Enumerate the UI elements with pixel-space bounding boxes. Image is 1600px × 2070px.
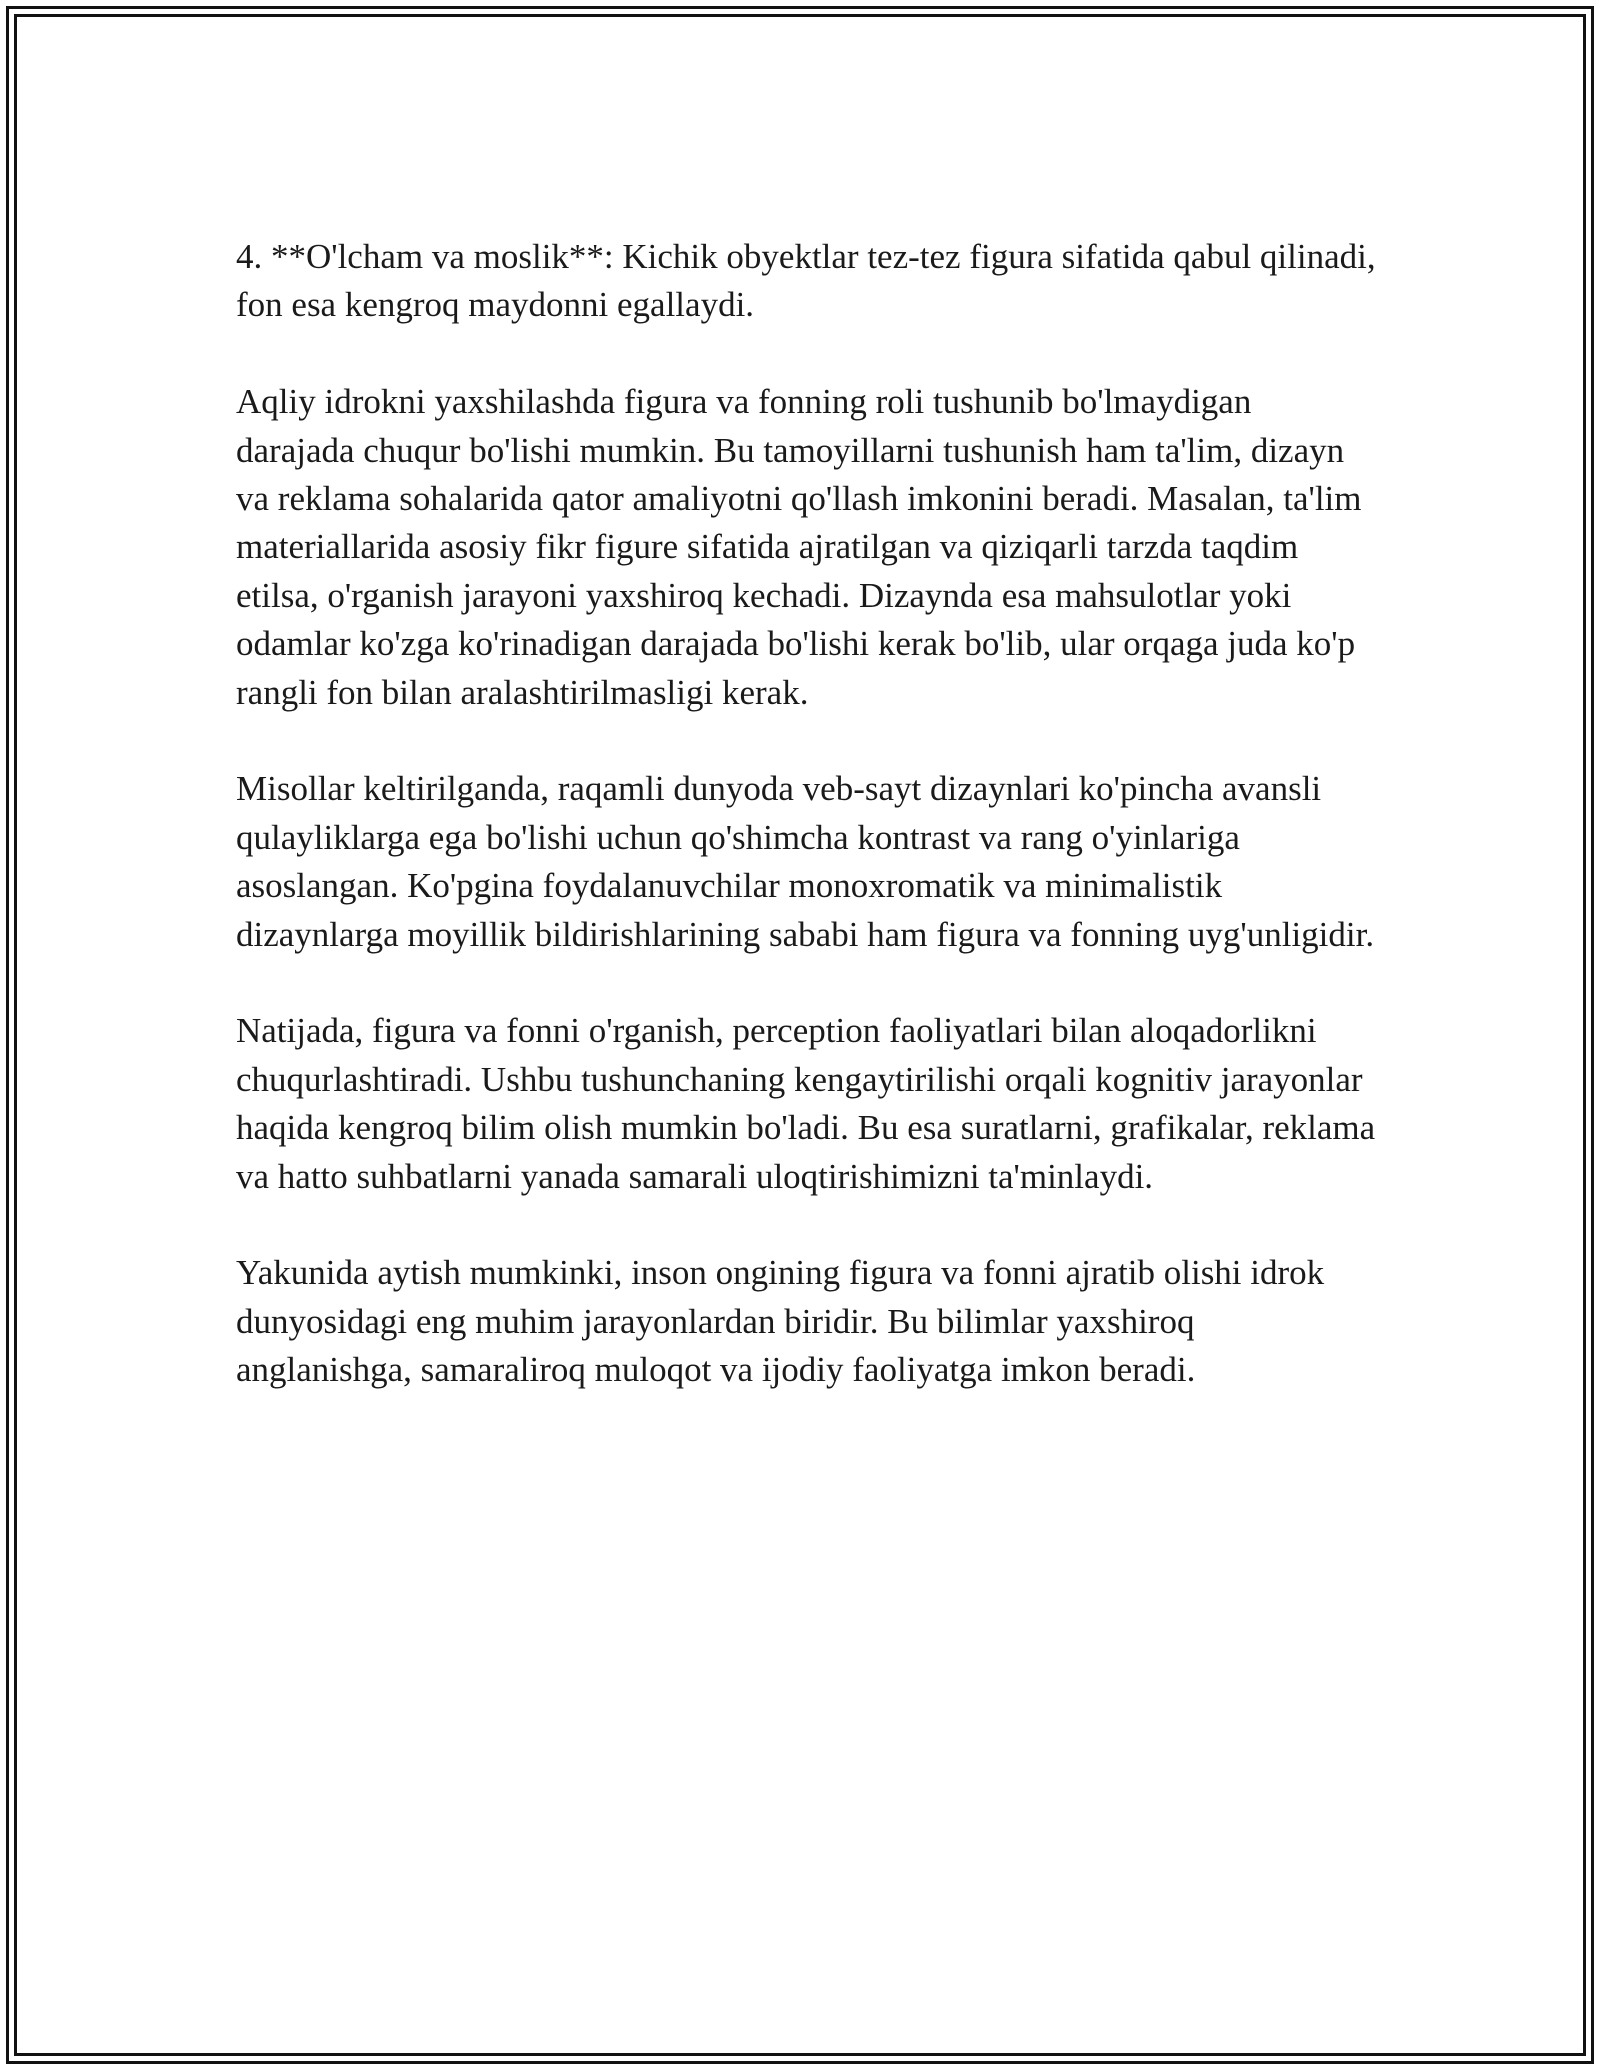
document-body [236,233,1376,1443]
paragraph-size-and-proportion: 4. **O'lcham va moslik**: Kichik obyektlar tez-tez figura sifatida qabul qilinadi, fon esa kengroq maydonni egallaydi. [236,237,1376,325]
paragraph-digital-examples: Misollar keltirilganda, raqamli dunyoda veb-sayt dizaynlari ko'pincha avansli qulayliklarga ega bo'lishi uchun qo'shimcha kontrast va rang o'yinlariga asoslangan. Ko'pgina foydalanuvchilar monoxromatik va minimalistik dizaynlarga moyillik bildirishlarining sababi ham figura va fonning uyg'unligidir. [236,769,1375,954]
paragraph-cognitive-perception: Aqliy idrokni yaxshilashda figura va fonning roli tushunib bo'lmaydigan darajada chuqur bo'lishi mumkin. Bu tamoyillarni tushunish ham ta'lim, dizayn va reklama sohalarida qator amaliyotni qo'llash imkonini beradi. Masalan, ta'lim materiallarida asosiy fikr figure sifatida ajratilgan va qiziqarli tarzda taqdim etilsa, o'rganish jarayoni yaxshiroq kechadi. Dizaynda esa mahsulotlar yoki odamlar ko'zga ko'rinadigan darajada bo'lishi kerak bo'lib, ular orqaga juda ko'p rangli fon bilan aralashtirilmasligi kerak. [236,382,1362,712]
paragraph-final-summary: Yakunida aytish mumkinki, inson ongining figura va fonni ajratib olishi idrok dunyosidagi eng muhim jarayonlardan biridir. Bu bilimlar yaxshiroq anglanishga, samaraliroq muloqot va ijodiy faoliyatga imkon beradi. [236,1253,1325,1390]
paragraph-conclusion-results: Natijada, figura va fonni o'rganish, perception faoliyatlari bilan aloqadorlikni chuqurlashtiradi. Ushbu tushunchaning kengaytirilishi orqali kognitiv jarayonlar haqida kengroq bilim olish mumkin bo'ladi. Bu esa suratlarni, grafikalar, reklama va hatto suhbatlarni yanada samarali uloqtirishimizni ta'minlaydi. [236,1011,1376,1196]
